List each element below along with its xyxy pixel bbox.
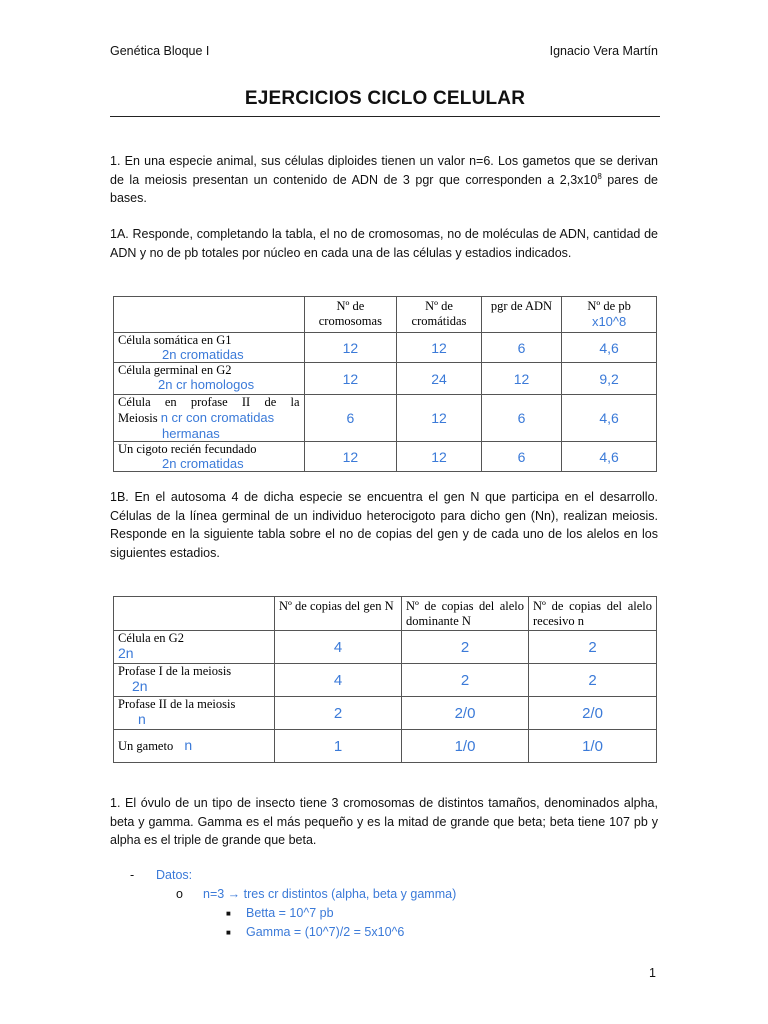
table-row xyxy=(114,442,657,472)
row-label-text: Célula germinal en G2 xyxy=(118,363,232,377)
cell-value: 4,6 xyxy=(562,333,657,363)
cell-value: 2 xyxy=(275,697,402,730)
row-label-text: Célula somática en G1 xyxy=(118,333,232,347)
cell-value: 12 xyxy=(481,363,561,395)
col-header-alelo-dominante: Nº de copias del alelo dominante N xyxy=(402,597,529,631)
cell-value: 2 xyxy=(402,664,529,697)
handwritten-note: 2n cromatidas xyxy=(162,456,244,471)
cell-value: 1/0 xyxy=(402,730,529,763)
cell-value: 9,2 xyxy=(562,363,657,395)
header-subject: Genética Bloque I xyxy=(110,44,210,58)
cell-value: 2 xyxy=(529,631,657,664)
cell-value: 4,6 xyxy=(562,395,657,442)
row-label xyxy=(114,730,275,763)
page-number: 1 xyxy=(649,966,656,980)
row-label-text: Profase I de la meiosis xyxy=(118,664,232,678)
col-header-pb-note: x10^8 xyxy=(591,314,627,329)
table-header-row xyxy=(114,597,657,631)
cell-value: 12 xyxy=(304,363,397,395)
table-header-row xyxy=(114,297,657,333)
cell-value: 4,6 xyxy=(562,442,657,472)
table-row xyxy=(114,631,657,664)
list-item xyxy=(130,923,456,942)
handwritten-note: 2n xyxy=(118,645,134,661)
row-label-text: Profase II de la meiosis xyxy=(118,697,236,711)
cell-value: 6 xyxy=(481,442,561,472)
exercise-1-statement: 1. En una especie animal, sus células diploides tienen un valor n=6. Los gametos que se derivan de la meiosis presentan un contenido de ADN de 3 pgr que corresponden a $2,3x10^8$ pares de bases. xyxy=(110,154,658,205)
row-label-text-2: Meiosis xyxy=(118,411,158,425)
handwritten-note: n xyxy=(184,737,193,753)
cell-value: 12 xyxy=(397,395,482,442)
page-title: EJERCICIOS CICLO CELULAR xyxy=(244,88,526,109)
row-label-text: Un cigoto recién fecundado xyxy=(118,442,257,456)
col-header-pb xyxy=(562,297,657,333)
cell-value: 6 xyxy=(481,395,561,442)
table-corner-cell xyxy=(114,297,305,333)
list-item-text: Gamma = (10^7)/2 = 5x10^6 xyxy=(246,925,405,940)
exercise-1a-statement: 1A. Responde, completando la tabla, el no de cromosomas, no de moléculas de ADN, cantidad de ADN y no de pb totales por núcleo en cada una de las células y estadios indicados. xyxy=(110,227,658,260)
dash-bullet: - xyxy=(130,868,135,882)
table-row xyxy=(114,697,657,730)
list-item xyxy=(130,885,456,904)
handwritten-note: 2n xyxy=(132,678,148,694)
row-label xyxy=(114,664,275,697)
col-header-pgr-adn: pgr de ADN xyxy=(481,297,561,333)
handwritten-note-2: hermanas xyxy=(162,426,220,441)
cell-value: 6 xyxy=(304,395,397,442)
col-header-cromatidas: Nº de cromátidas xyxy=(397,297,482,333)
cell-value: 2 xyxy=(402,631,529,664)
cell-value: 4 xyxy=(275,664,402,697)
list-item-text: n=3 → tres cr distintos (alpha, beta y gamma) xyxy=(203,887,457,901)
table-1b xyxy=(113,596,657,763)
circle-bullet: o xyxy=(176,887,183,901)
cell-value: 12 xyxy=(304,333,397,363)
row-label-text: Célula en profase II de la xyxy=(118,395,300,409)
table-row xyxy=(114,730,657,763)
row-label xyxy=(114,631,275,664)
list-item xyxy=(130,904,456,923)
exercise-2-statement: 1. El óvulo de un tipo de insecto tiene 3 cromosomas de distintos tamaños, denominados alpha, beta y gamma. Gamma es el más pequeño y es la mitad de grande que beta; beta tiene 107 pb y alpha es el triple de grande que beta. xyxy=(110,796,658,847)
col-header-alelo-recesivo: Nº de copias del alelo recesivo n xyxy=(529,597,657,631)
cell-value: 24 xyxy=(397,363,482,395)
table-row xyxy=(114,395,657,442)
square-bullet: ■ xyxy=(226,909,231,919)
row-label xyxy=(114,363,305,395)
table-1a xyxy=(113,296,657,472)
col-header-pb-label: Nº de pb xyxy=(587,299,631,313)
table-row xyxy=(114,333,657,363)
title-underline xyxy=(110,116,660,117)
row-label xyxy=(114,442,305,472)
table-corner-cell xyxy=(114,597,275,631)
row-label-text: Célula en G2 xyxy=(118,631,184,645)
cell-value: 12 xyxy=(397,442,482,472)
table-row xyxy=(114,363,657,395)
datos-heading xyxy=(130,866,456,885)
cell-value: 12 xyxy=(397,333,482,363)
cell-value: 1 xyxy=(275,730,402,763)
col-header-copias-gen: Nº de copias del gen N xyxy=(275,597,402,631)
handwritten-note: n cr con cromatidas xyxy=(160,410,275,425)
row-label xyxy=(114,395,305,442)
row-label xyxy=(114,697,275,730)
exercise-1b-statement: 1B. En el autosoma 4 de dicha especie se encuentra el gen N que participa en el desarrollo. Células de la línea germinal de un individuo heterocigoto para dicho gen (Nn), realizan meiosis. Responde en la siguiente tabla sobre el no de copias del gen y de cada uno de los alelos en los siguientes estadios. xyxy=(110,490,658,560)
header-author: Ignacio Vera Martín xyxy=(549,44,658,58)
square-bullet: ■ xyxy=(226,928,231,938)
handwritten-note: 2n cr homologos xyxy=(158,377,255,392)
cell-value: 2/0 xyxy=(529,697,657,730)
cell-value: 2 xyxy=(529,664,657,697)
handwritten-note: n xyxy=(138,711,146,727)
cell-value: 2/0 xyxy=(402,697,529,730)
row-label xyxy=(114,333,305,363)
handwritten-note: 2n cromatidas xyxy=(162,347,244,362)
row-label-text: Un gameto xyxy=(118,739,174,753)
datos-label: Datos: xyxy=(156,868,193,882)
col-header-cromosomas: Nº de cromosomas xyxy=(304,297,397,333)
datos-list xyxy=(130,866,456,942)
cell-value: 4 xyxy=(275,631,402,664)
cell-value: 12 xyxy=(304,442,397,472)
cell-value: 6 xyxy=(481,333,561,363)
table-row xyxy=(114,664,657,697)
list-item-text: Betta = 10^7 pb xyxy=(246,906,334,920)
cell-value: 1/0 xyxy=(529,730,657,763)
